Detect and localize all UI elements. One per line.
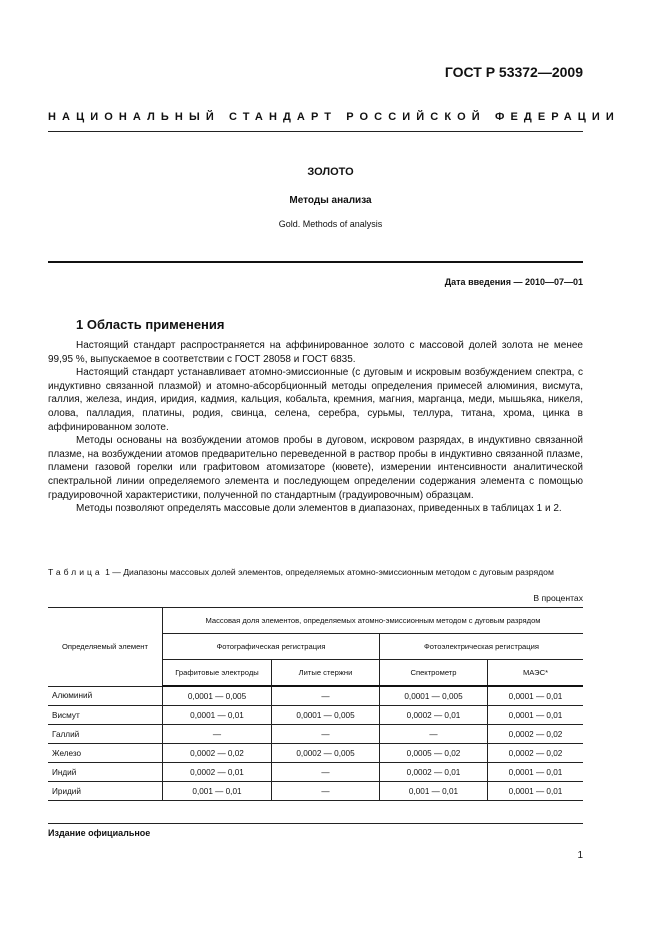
table-caption <box>48 566 583 579</box>
paragraph: Методы основаны на возбуждении атомов пробы в дуговом, искровом разрядах, в индуктивно связанной плазме, на возбуждении атомов предварительно переведенной в раствор пробы в индуктивно связанной плазме, пламени газовой горелки или графитовом атомизаторе (кювете), измерении интенсивности аналитической спектральной линии определяемого элемента и последующем определении содержания элемента с помощью градуировочной характеристики, полученной по стандартным (градуировочным) образцам. <box>48 435 583 501</box>
col-header: Графитовые электроды <box>163 660 272 687</box>
range-cell: — <box>272 686 380 706</box>
element-name: Галлий <box>48 725 163 744</box>
table-row <box>48 686 583 706</box>
range-cell: 0,0002 — 0,01 <box>163 763 272 782</box>
range-cell: 0,0002 — 0,01 <box>380 763 488 782</box>
english-title: Gold. Methods of analysis <box>278 219 383 229</box>
range-cell: 0,0001 — 0,005 <box>163 686 272 706</box>
header-photoelectric: Фотоэлектрическая регистрация <box>380 634 584 660</box>
range-cell: 0,0002 — 0,005 <box>272 744 380 763</box>
col-header: Литые стержни <box>272 660 380 687</box>
table-row <box>48 706 583 725</box>
table-caption-text: 1 — Диапазоны массовых долей элементов, определяемых атомно-эмиссионным методом с дуговым разрядом <box>102 567 554 577</box>
page-number: 1 <box>577 850 583 861</box>
table-row <box>48 763 583 782</box>
table-row <box>48 725 583 744</box>
document-subtitle: Методы анализа <box>289 195 372 206</box>
col-header: Спектрометр <box>380 660 488 687</box>
edition-label: Издание официальное <box>48 828 151 838</box>
element-name: Висмут <box>48 706 163 725</box>
national-standard-banner: НАЦИОНАЛЬНЫЙ СТАНДАРТ РОССИЙСКОЙ ФЕДЕРАЦИИ <box>48 111 620 123</box>
range-cell: 0,0002 — 0,02 <box>163 744 272 763</box>
range-cell: 0,0001 — 0,01 <box>488 763 584 782</box>
section-heading: 1 Область применения <box>76 317 225 332</box>
document-title: ЗОЛОТО <box>307 166 354 178</box>
range-cell: — <box>272 725 380 744</box>
ranges-table <box>48 607 583 801</box>
paragraph: Настоящий стандарт распространяется на аффинированное золото с массовой долей золота не менее 99,95 %, выпускаемое в соответствии с ГОСТ 28058 и ГОСТ 6835. <box>48 340 583 365</box>
element-name: Алюминий <box>48 686 163 706</box>
table-label: Таблица <box>48 567 103 577</box>
divider <box>48 131 583 132</box>
range-cell: — <box>163 725 272 744</box>
thick-divider <box>48 261 583 263</box>
element-name: Иридий <box>48 782 163 801</box>
standard-code: ГОСТ Р 53372—2009 <box>444 64 583 80</box>
effective-date: Дата введения — 2010—07—01 <box>444 277 583 287</box>
footer-divider <box>48 823 583 824</box>
element-name: Индий <box>48 763 163 782</box>
col-header: МАЭС* <box>488 660 584 687</box>
table-row <box>48 782 583 801</box>
table-unit: В процентах <box>533 593 583 603</box>
range-cell: 0,001 — 0,01 <box>163 782 272 801</box>
range-cell: 0,001 — 0,01 <box>380 782 488 801</box>
range-cell: 0,0001 — 0,005 <box>380 686 488 706</box>
paragraph: Методы позволяют определять массовые доли элементов в диапазонах, приведенных в таблицах 1 и 2. <box>76 503 562 515</box>
element-name: Железо <box>48 744 163 763</box>
range-cell: 0,0002 — 0,02 <box>488 744 584 763</box>
range-cell: — <box>272 782 380 801</box>
header-main: Массовая доля элементов, определяемых атомно-эмиссионным методом с дуговым разрядом <box>163 608 584 634</box>
header-element: Определяемый элемент <box>48 608 163 687</box>
range-cell: — <box>380 725 488 744</box>
range-cell: 0,0001 — 0,01 <box>163 706 272 725</box>
section-body <box>48 339 583 516</box>
range-cell: 0,0001 — 0,01 <box>488 782 584 801</box>
range-cell: 0,0005 — 0,02 <box>380 744 488 763</box>
table-row <box>48 744 583 763</box>
range-cell: 0,0002 — 0,01 <box>380 706 488 725</box>
range-cell: 0,0001 — 0,01 <box>488 706 584 725</box>
range-cell: — <box>272 763 380 782</box>
range-cell: 0,0001 — 0,005 <box>272 706 380 725</box>
paragraph: Настоящий стандарт устанавливает атомно-эмиссионные (с дуговым и искровым возбуждением спектра, с индуктивно связанной плазмой) и атомно-абсорбционный методы определения примесей алюминия, висмута, галлия, железа, индия, иридия, кадмия, кальция, кобальта, кремния, магния, марганца, меди, мышьяка, никеля, олова, палладия, платины, родия, свинца, селена, серебра, сурьмы, теллура, титана, хрома, цинка в аффинированном золоте. <box>48 367 583 433</box>
range-cell: 0,0001 — 0,01 <box>488 686 584 706</box>
header-photo: Фотографическая регистрация <box>163 634 380 660</box>
range-cell: 0,0002 — 0,02 <box>488 725 584 744</box>
